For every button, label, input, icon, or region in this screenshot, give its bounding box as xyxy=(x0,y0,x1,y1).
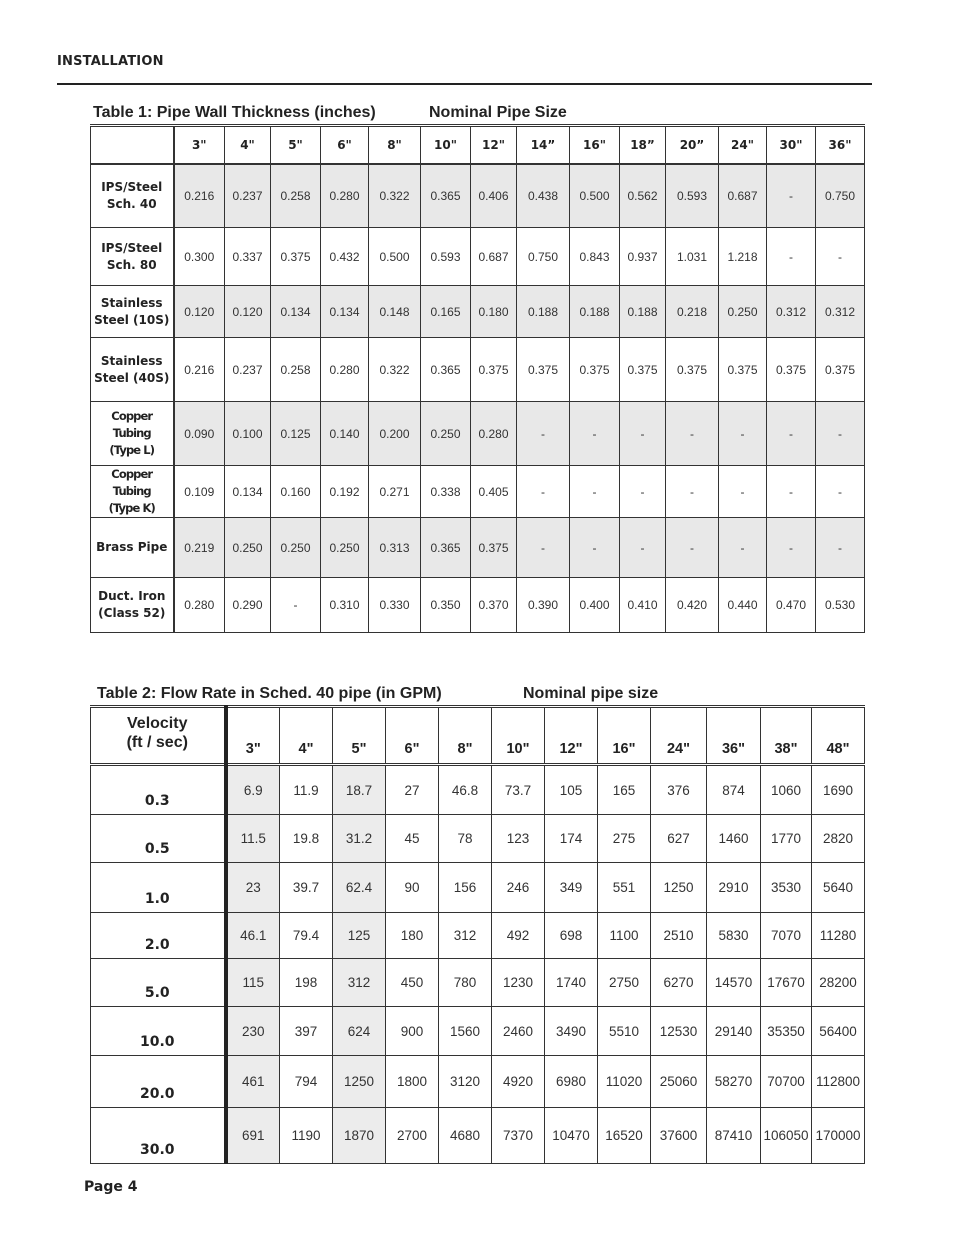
table1-cell: 0.370 xyxy=(471,578,517,633)
table2-size-header: 10" xyxy=(492,707,545,765)
table1-cell: 0.188 xyxy=(570,286,620,338)
table2-cell: 62.4 xyxy=(333,863,386,913)
table1-row xyxy=(91,466,865,518)
table1-cell: 0.120 xyxy=(174,286,225,338)
table2-cell: 10470 xyxy=(545,1108,598,1164)
table1-cell: 0.180 xyxy=(471,286,517,338)
table1-cell: 0.330 xyxy=(369,578,421,633)
table2-cell: 1800 xyxy=(386,1056,439,1108)
table2-cell: 3490 xyxy=(545,1007,598,1056)
table1-row-label-line: Sch. 40 xyxy=(106,196,157,211)
table1-cell: - xyxy=(517,466,570,518)
table1-row-label-line: Copper Tubing xyxy=(111,409,153,440)
table1-cell: - xyxy=(767,164,816,228)
table1-cell: 0.290 xyxy=(225,578,271,633)
table1-cell: - xyxy=(666,402,719,466)
table1-cell: - xyxy=(620,402,666,466)
table2-cell: 5510 xyxy=(598,1007,651,1056)
table1-row xyxy=(91,228,865,286)
table1-row xyxy=(91,578,865,633)
table2-cell: 6980 xyxy=(545,1056,598,1108)
table2-size-header: 36" xyxy=(707,707,761,765)
table2-cell: 23 xyxy=(226,863,280,913)
table2-cell: 90 xyxy=(386,863,439,913)
table2-cell: 627 xyxy=(651,815,707,863)
table1-cell: 0.090 xyxy=(174,402,225,466)
velocity-cell: 0.3 xyxy=(91,765,226,815)
table1-row-label xyxy=(91,164,174,228)
table2-cell: 11.9 xyxy=(280,765,333,815)
table2-cell: 170000 xyxy=(812,1108,865,1164)
table2-cell: 900 xyxy=(386,1007,439,1056)
table2-cell: 11020 xyxy=(598,1056,651,1108)
table1-cell: 0.313 xyxy=(369,518,421,578)
table1-cell: 0.375 xyxy=(666,338,719,402)
table1-size-header: 4" xyxy=(225,126,271,164)
table1-cell: - xyxy=(767,518,816,578)
table1-size-header: 12" xyxy=(471,126,517,164)
table1-cell: 0.337 xyxy=(225,228,271,286)
table1-cell: 0.375 xyxy=(471,338,517,402)
table2-cell: 6.9 xyxy=(226,765,280,815)
table1-row-label-line: Steel (10S) xyxy=(94,312,170,327)
table2-cell: 2460 xyxy=(492,1007,545,1056)
table1-cell: 0.843 xyxy=(570,228,620,286)
table1-cell: 0.250 xyxy=(719,286,767,338)
table1-subtitle: Nominal Pipe Size xyxy=(429,104,567,121)
table1-cell: 0.250 xyxy=(271,518,321,578)
table2-size-header: 24" xyxy=(651,707,707,765)
table1-row-label xyxy=(91,466,174,518)
table1-cell: 0.258 xyxy=(271,338,321,402)
table1-row-label-line: (Type L) xyxy=(109,443,155,457)
table1-cell: - xyxy=(570,466,620,518)
table1-cell: 0.375 xyxy=(517,338,570,402)
table1-row-label xyxy=(91,286,174,338)
velocity-cell: 30.0 xyxy=(91,1108,226,1164)
table1-row xyxy=(91,338,865,402)
table1-cell: 0.338 xyxy=(421,466,471,518)
table1-cell: 0.216 xyxy=(174,338,225,402)
table1-size-header: 6" xyxy=(321,126,369,164)
table1-cell: - xyxy=(767,402,816,466)
table1-cell: 0.165 xyxy=(421,286,471,338)
table1-cell: 0.470 xyxy=(767,578,816,633)
table1-title-row xyxy=(93,104,567,122)
table1-size-header: 10" xyxy=(421,126,471,164)
table2-cell: 780 xyxy=(439,959,492,1007)
table2-cell: 230 xyxy=(226,1007,280,1056)
table2-cell: 1100 xyxy=(598,913,651,959)
table1-size-header: 5" xyxy=(271,126,321,164)
table1-cell: - xyxy=(570,518,620,578)
table1-row-label-line: Steel (40S) xyxy=(94,370,170,385)
table1-cell: 0.258 xyxy=(271,164,321,228)
table2-row xyxy=(91,863,865,913)
table2-cell: 156 xyxy=(439,863,492,913)
table1-cell: 0.350 xyxy=(421,578,471,633)
table1-row-label-line: (Type K) xyxy=(108,501,155,515)
table1-size-header: 3" xyxy=(174,126,225,164)
table2-title: Table 2: Flow Rate in Sched. 40 pipe (in GPM) xyxy=(97,685,442,702)
table2-cell: 125 xyxy=(333,913,386,959)
table1-size-header: 18” xyxy=(620,126,666,164)
table1-row xyxy=(91,286,865,338)
table1-cell: - xyxy=(620,466,666,518)
table2-cell: 7070 xyxy=(761,913,812,959)
table1-row-label-line: IPS/Steel xyxy=(101,240,163,255)
table1-cell: 0.687 xyxy=(471,228,517,286)
table2-cell: 174 xyxy=(545,815,598,863)
table2-cell: 17670 xyxy=(761,959,812,1007)
table1-size-header: 30" xyxy=(767,126,816,164)
table2-cell: 27 xyxy=(386,765,439,815)
table1-row-label-line: IPS/Steel xyxy=(101,179,163,194)
table2-cell: 874 xyxy=(707,765,761,815)
table2-cell: 1060 xyxy=(761,765,812,815)
table2-cell: 105 xyxy=(545,765,598,815)
table2-row xyxy=(91,1108,865,1164)
table1-cell: 0.250 xyxy=(225,518,271,578)
table1-cell: 0.593 xyxy=(421,228,471,286)
table1-cell: 0.750 xyxy=(816,164,865,228)
table2-size-header: 5" xyxy=(333,707,386,765)
table1-cell: 0.216 xyxy=(174,164,225,228)
table1-cell: 0.109 xyxy=(174,466,225,518)
table2-cell: 19.8 xyxy=(280,815,333,863)
table2-cell: 45 xyxy=(386,815,439,863)
table1-row-label xyxy=(91,402,174,466)
table2-cell: 1740 xyxy=(545,959,598,1007)
table1-cell: 0.400 xyxy=(570,578,620,633)
velocity-header-line: (ft / sec) xyxy=(126,734,188,751)
table1-cell: 0.300 xyxy=(174,228,225,286)
table1-row xyxy=(91,164,865,228)
table1-cell: 0.687 xyxy=(719,164,767,228)
table2-cell: 624 xyxy=(333,1007,386,1056)
table2-size-header: 38" xyxy=(761,707,812,765)
table1-cell: 0.375 xyxy=(816,338,865,402)
table1-cell: - xyxy=(816,466,865,518)
table1-size-header: 8" xyxy=(369,126,421,164)
table1-cell: - xyxy=(517,402,570,466)
table1-cell: - xyxy=(767,228,816,286)
table1-cell: 0.134 xyxy=(225,466,271,518)
table1-cell: 0.750 xyxy=(517,228,570,286)
section-label: INSTALLATION xyxy=(57,54,164,69)
table2-cell: 28200 xyxy=(812,959,865,1007)
table2-header-row xyxy=(91,707,865,765)
table1-cell: 0.148 xyxy=(369,286,421,338)
table1-size-header: 16" xyxy=(570,126,620,164)
table1-cell: 0.322 xyxy=(369,164,421,228)
table1-cell: - xyxy=(816,402,865,466)
velocity-cell: 2.0 xyxy=(91,913,226,959)
table1-cell: 0.188 xyxy=(517,286,570,338)
velocity-cell: 1.0 xyxy=(91,863,226,913)
table1-row-label-line: Stainless xyxy=(100,295,163,310)
velocity-cell: 5.0 xyxy=(91,959,226,1007)
table2-cell: 70700 xyxy=(761,1056,812,1108)
table1-cell: 0.410 xyxy=(620,578,666,633)
table1-cell: 0.237 xyxy=(225,338,271,402)
table1-cell: 0.134 xyxy=(321,286,369,338)
table2-cell: 1560 xyxy=(439,1007,492,1056)
table1-row xyxy=(91,518,865,578)
table2-cell: 12530 xyxy=(651,1007,707,1056)
table1-cell: - xyxy=(271,578,321,633)
table2-cell: 551 xyxy=(598,863,651,913)
table1-cell: 0.375 xyxy=(719,338,767,402)
table2-cell: 397 xyxy=(280,1007,333,1056)
table1-cell: 0.280 xyxy=(321,164,369,228)
table2-row xyxy=(91,1056,865,1108)
table2-size-header: 8" xyxy=(439,707,492,765)
flow-rate-table xyxy=(90,705,865,1164)
table1-cell: - xyxy=(620,518,666,578)
table2-cell: 46.1 xyxy=(226,913,280,959)
table2-cell: 198 xyxy=(280,959,333,1007)
table1-cell: 0.312 xyxy=(767,286,816,338)
table1-cell: 0.219 xyxy=(174,518,225,578)
table1-size-header: 14” xyxy=(517,126,570,164)
table1-cell: 0.937 xyxy=(620,228,666,286)
table2-cell: 492 xyxy=(492,913,545,959)
table1-cell: - xyxy=(816,228,865,286)
table2-cell: 312 xyxy=(333,959,386,1007)
table1-row xyxy=(91,402,865,466)
table2-size-header: 3" xyxy=(226,707,280,765)
table2-cell: 1690 xyxy=(812,765,865,815)
table1-cell: - xyxy=(767,466,816,518)
table1-cell: 0.500 xyxy=(570,164,620,228)
table1-cell: 0.420 xyxy=(666,578,719,633)
table1-cell: 0.365 xyxy=(421,518,471,578)
table2-cell: 3120 xyxy=(439,1056,492,1108)
table1-cell: 0.250 xyxy=(321,518,369,578)
table2-size-header: 48" xyxy=(812,707,865,765)
table2-cell: 3530 xyxy=(761,863,812,913)
table2-cell: 698 xyxy=(545,913,598,959)
table1-cell: 0.405 xyxy=(471,466,517,518)
table1-title: Table 1: Pipe Wall Thickness (inches) xyxy=(93,104,376,121)
table2-cell: 1770 xyxy=(761,815,812,863)
table1-cell: 0.188 xyxy=(620,286,666,338)
table1-row-label-line: Duct. Iron xyxy=(98,589,166,603)
table1-cell: - xyxy=(816,518,865,578)
table2-cell: 14570 xyxy=(707,959,761,1007)
table1-cell: 0.218 xyxy=(666,286,719,338)
table1-cell: 0.120 xyxy=(225,286,271,338)
table1-cell: - xyxy=(719,466,767,518)
table2-cell: 312 xyxy=(439,913,492,959)
table2-cell: 246 xyxy=(492,863,545,913)
table1-cell: 0.271 xyxy=(369,466,421,518)
table1-cell: 0.390 xyxy=(517,578,570,633)
table2-cell: 1870 xyxy=(333,1108,386,1164)
table2-size-header: 4" xyxy=(280,707,333,765)
table2-cell: 2750 xyxy=(598,959,651,1007)
table2-cell: 2510 xyxy=(651,913,707,959)
table2-cell: 87410 xyxy=(707,1108,761,1164)
table1-size-header: 24" xyxy=(719,126,767,164)
table2-row xyxy=(91,1007,865,1056)
table2-cell: 7370 xyxy=(492,1108,545,1164)
table1-cell: - xyxy=(719,518,767,578)
table1-cell: 0.140 xyxy=(321,402,369,466)
table1-cell: 0.365 xyxy=(421,164,471,228)
table2-cell: 106050 xyxy=(761,1108,812,1164)
page-number: Page 4 xyxy=(84,1179,138,1195)
table2-cell: 2700 xyxy=(386,1108,439,1164)
table1-cell: 0.280 xyxy=(471,402,517,466)
table2-cell: 39.7 xyxy=(280,863,333,913)
table1-cell: 0.250 xyxy=(421,402,471,466)
table2-size-header: 6" xyxy=(386,707,439,765)
velocity-header-line: Velocity xyxy=(127,715,188,732)
table2-cell: 4680 xyxy=(439,1108,492,1164)
table2-cell: 16520 xyxy=(598,1108,651,1164)
table1-row-label xyxy=(91,228,174,286)
table1-cell: 0.406 xyxy=(471,164,517,228)
table1-cell: 0.375 xyxy=(620,338,666,402)
table1-cell: 0.192 xyxy=(321,466,369,518)
table2-cell: 691 xyxy=(226,1108,280,1164)
table2-cell: 2820 xyxy=(812,815,865,863)
velocity-cell: 20.0 xyxy=(91,1056,226,1108)
table1-cell: 1.218 xyxy=(719,228,767,286)
table1-cell: 0.375 xyxy=(767,338,816,402)
table2-cell: 11.5 xyxy=(226,815,280,863)
table2-cell: 115 xyxy=(226,959,280,1007)
table1-cell: 0.237 xyxy=(225,164,271,228)
table2-cell: 5640 xyxy=(812,863,865,913)
table1-row-label xyxy=(91,578,174,633)
table1-cell: - xyxy=(517,518,570,578)
table1-cell: 0.375 xyxy=(471,518,517,578)
table1-row-label xyxy=(91,338,174,402)
table1-cell: 0.200 xyxy=(369,402,421,466)
table2-cell: 2910 xyxy=(707,863,761,913)
table1-cell: 0.310 xyxy=(321,578,369,633)
table1-cell: 0.160 xyxy=(271,466,321,518)
table1-cell: 0.280 xyxy=(174,578,225,633)
table1-cell: - xyxy=(719,402,767,466)
table1-cell: 0.125 xyxy=(271,402,321,466)
table2-cell: 73.7 xyxy=(492,765,545,815)
table2-cell: 112800 xyxy=(812,1056,865,1108)
table2-cell: 37600 xyxy=(651,1108,707,1164)
table1-cell: 0.312 xyxy=(816,286,865,338)
table1-cell: 0.100 xyxy=(225,402,271,466)
table1-cell: 1.031 xyxy=(666,228,719,286)
table2-title-row xyxy=(97,685,659,703)
table1-row-label-line: (Class 52) xyxy=(98,606,166,620)
table2-cell: 5830 xyxy=(707,913,761,959)
table2-cell: 11280 xyxy=(812,913,865,959)
table1-cell: - xyxy=(666,518,719,578)
table1-cell: 0.530 xyxy=(816,578,865,633)
table2-size-header: 16" xyxy=(598,707,651,765)
table2-cell: 275 xyxy=(598,815,651,863)
velocity-header xyxy=(91,707,226,765)
table2-cell: 1460 xyxy=(707,815,761,863)
table1-cell: 0.593 xyxy=(666,164,719,228)
table2-subtitle: Nominal pipe size xyxy=(523,685,659,702)
velocity-cell: 10.0 xyxy=(91,1007,226,1056)
pipe-wall-thickness-table xyxy=(90,124,865,633)
header-divider xyxy=(57,83,872,85)
table2-cell: 376 xyxy=(651,765,707,815)
table1-size-header: 36" xyxy=(816,126,865,164)
table1-cell: 0.500 xyxy=(369,228,421,286)
table2-cell: 58270 xyxy=(707,1056,761,1108)
table2-cell: 35350 xyxy=(761,1007,812,1056)
table1-cell: 0.440 xyxy=(719,578,767,633)
table1-row-label-line: Sch. 80 xyxy=(106,257,157,272)
table2-row xyxy=(91,913,865,959)
table1-cell: 0.375 xyxy=(570,338,620,402)
table1-cell: 0.432 xyxy=(321,228,369,286)
table2-cell: 1190 xyxy=(280,1108,333,1164)
table1-cell: 0.438 xyxy=(517,164,570,228)
table1-cell: 0.134 xyxy=(271,286,321,338)
table2-cell: 56400 xyxy=(812,1007,865,1056)
table1-cell: 0.322 xyxy=(369,338,421,402)
table2-cell: 180 xyxy=(386,913,439,959)
table2-cell: 794 xyxy=(280,1056,333,1108)
table1-cell: 0.365 xyxy=(421,338,471,402)
table2-cell: 1230 xyxy=(492,959,545,1007)
table2-row xyxy=(91,815,865,863)
table2-cell: 4920 xyxy=(492,1056,545,1108)
table2-cell: 31.2 xyxy=(333,815,386,863)
table1-cell: - xyxy=(570,402,620,466)
table1-row-label-line: Copper Tubing xyxy=(111,467,153,498)
table2-row xyxy=(91,959,865,1007)
table1-header-row xyxy=(91,126,865,164)
table2-cell: 79.4 xyxy=(280,913,333,959)
table1-row-label xyxy=(91,518,174,578)
table2-cell: 25060 xyxy=(651,1056,707,1108)
table2-cell: 1250 xyxy=(333,1056,386,1108)
table2-cell: 349 xyxy=(545,863,598,913)
table2-cell: 165 xyxy=(598,765,651,815)
table2-cell: 1250 xyxy=(651,863,707,913)
table2-cell: 461 xyxy=(226,1056,280,1108)
table1-corner-cell xyxy=(91,126,174,164)
table2-cell: 123 xyxy=(492,815,545,863)
table1-row-label-line: Stainless xyxy=(100,353,163,368)
table1-cell: 0.562 xyxy=(620,164,666,228)
table2-cell: 6270 xyxy=(651,959,707,1007)
table1-cell: - xyxy=(666,466,719,518)
table1-cell: 0.280 xyxy=(321,338,369,402)
table2-cell: 450 xyxy=(386,959,439,1007)
table1-row-label-line: Brass Pipe xyxy=(96,540,168,554)
table2-cell: 78 xyxy=(439,815,492,863)
table2-size-header: 12" xyxy=(545,707,598,765)
table2-cell: 29140 xyxy=(707,1007,761,1056)
table1-cell: 0.375 xyxy=(271,228,321,286)
velocity-cell: 0.5 xyxy=(91,815,226,863)
table2-cell: 18.7 xyxy=(333,765,386,815)
table2-row xyxy=(91,765,865,815)
table1-size-header: 20” xyxy=(666,126,719,164)
table2-cell: 46.8 xyxy=(439,765,492,815)
